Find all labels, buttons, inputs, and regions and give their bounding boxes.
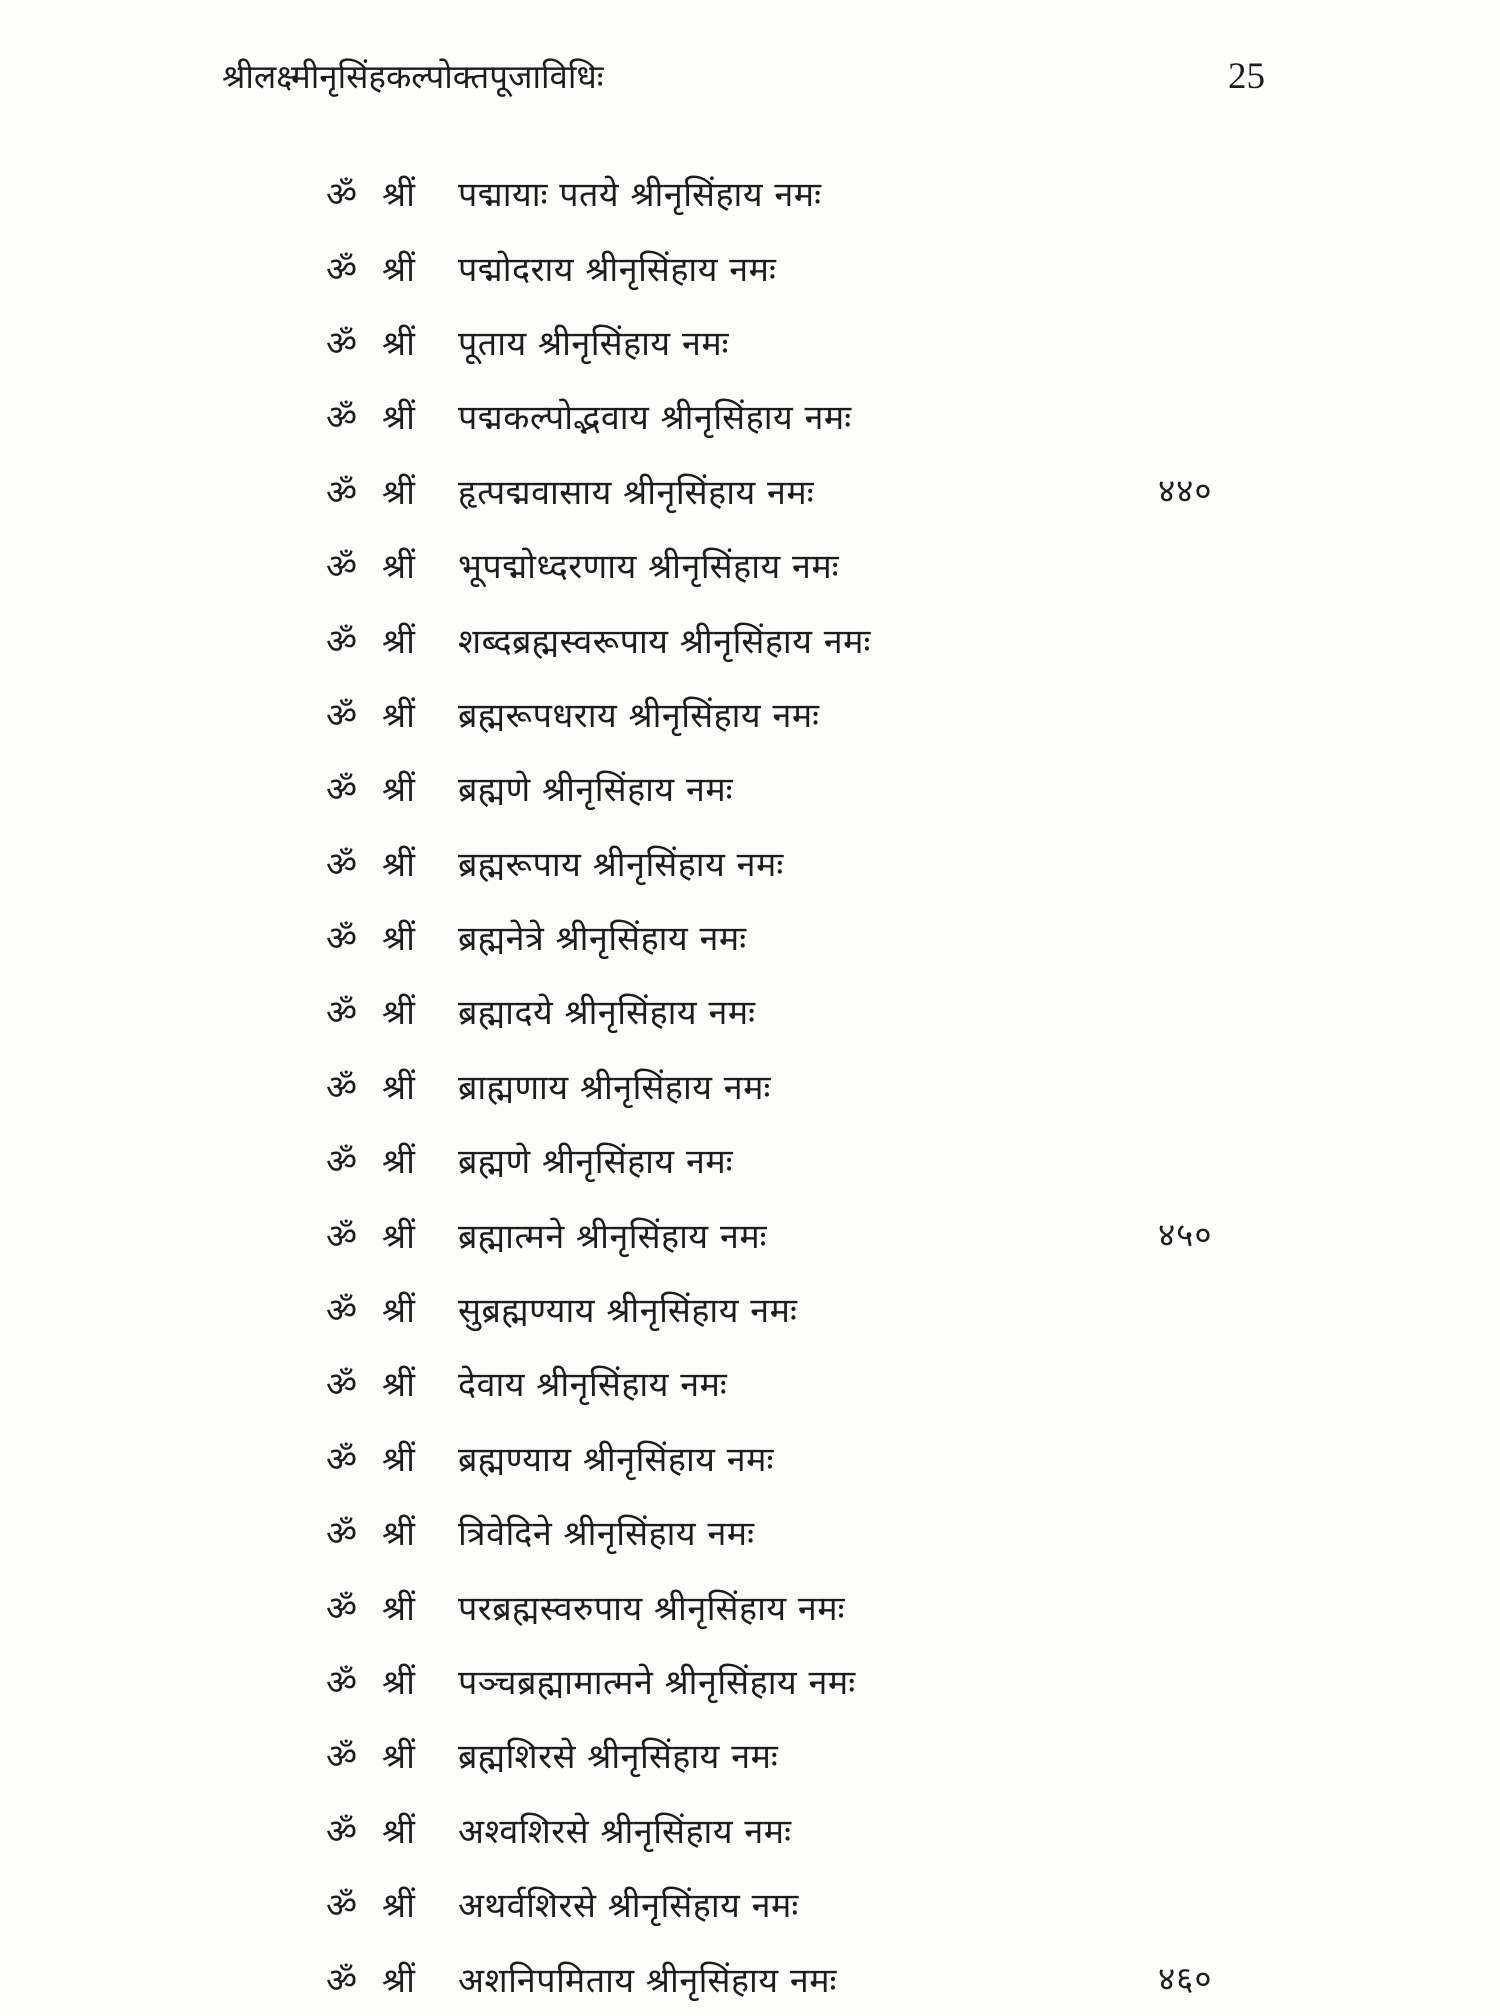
mantra-text: अश्वशिरसे श्रीनृसिंहाय नमः (458, 1811, 792, 1852)
shrim-syllable: श्रीं (382, 695, 416, 736)
mantra-line (326, 602, 871, 676)
shrim-syllable: श्रीं (382, 398, 416, 439)
mantra-text: पञ्चब्रह्मामात्मने श्रीनृसिंहाय नमः (458, 1663, 856, 1703)
om-symbol: ॐ (326, 1811, 358, 1852)
mantra-line (326, 826, 871, 900)
mantra-line (326, 230, 871, 304)
mantra-line (326, 900, 871, 974)
shrim-syllable: श्रीं (382, 472, 416, 513)
mantra-text: ब्रह्मात्मने श्रीनृसिंहाय नमः (458, 1216, 768, 1257)
shrim-syllable: श्रीं (382, 1216, 416, 1257)
mantra-line (326, 1793, 871, 1867)
mantra-line (326, 1867, 871, 1941)
om-symbol: ॐ (326, 770, 358, 811)
mantra-line (326, 751, 871, 825)
shrim-syllable: श्रीं (382, 770, 416, 811)
mantra-text: ब्रह्मणे श्रीनृसिंहाय नमः (458, 1142, 734, 1183)
shrim-syllable: श्रीं (382, 1514, 416, 1555)
shrim-syllable: श्रीं (382, 1960, 416, 2001)
om-symbol: ॐ (326, 472, 358, 513)
mantra-line (326, 1495, 871, 1569)
mantra-line (326, 379, 871, 453)
om-symbol: ॐ (326, 1291, 358, 1332)
om-symbol: ॐ (326, 1439, 358, 1480)
mantra-text: ब्रह्मरूपधराय श्रीनृसिंहाय नमः (458, 695, 820, 736)
mantra-line (326, 1123, 871, 1197)
mantra-text: पद्मोदराय श्रीनृसिंहाय नमः (458, 249, 777, 290)
mantra-line (326, 1272, 871, 1346)
om-symbol: ॐ (326, 919, 358, 960)
om-symbol: ॐ (326, 1142, 358, 1183)
shrim-syllable: श्रीं (382, 1886, 416, 1927)
mantra-text: अथर्वशिरसे श्रीनृसिंहाय नमः (458, 1886, 799, 1927)
om-symbol: ॐ (326, 621, 358, 662)
mantra-line (326, 528, 871, 602)
om-symbol: ॐ (326, 1663, 358, 1703)
om-symbol: ॐ (326, 1067, 358, 1108)
mantra-line (326, 1346, 871, 1420)
shrim-syllable: श्रीं (382, 323, 416, 364)
mantra-text: ब्रह्मनेत्रे श्रीनृसिंहाय नमः (458, 919, 747, 960)
om-symbol: ॐ (326, 1365, 358, 1406)
shrim-syllable: श्रीं (382, 175, 416, 216)
om-symbol: ॐ (326, 1960, 358, 2001)
mantra-line (326, 1197, 871, 1271)
mantra-text: ब्रह्मरूपाय श्रीनृसिंहाय नमः (458, 844, 784, 885)
shrim-syllable: श्रीं (382, 844, 416, 885)
mantra-line (326, 1049, 871, 1123)
verse-count-460: ४६० (1158, 1959, 1213, 1998)
shrim-syllable: श्रीं (382, 993, 416, 1034)
mantra-text: ब्रह्मण्याय श्रीनृसिंहाय नमः (458, 1439, 774, 1480)
verse-count-440: ४४० (1158, 471, 1213, 510)
mantra-text: अशनिपमिताय श्रीनृसिंहाय नमः (458, 1960, 837, 2001)
mantra-text: पूताय श्रीनृसिंहाय नमः (458, 323, 730, 364)
mantra-text: शब्दब्रह्मस्वरूपाय श्रीनृसिंहाय नमः (458, 621, 871, 662)
om-symbol: ॐ (326, 1216, 358, 1257)
om-symbol: ॐ (326, 993, 358, 1034)
mantra-line (326, 677, 871, 751)
mantra-text: भूपद्मोध्दरणाय श्रीनृसिंहाय नमः (458, 547, 840, 588)
om-symbol: ॐ (326, 844, 358, 885)
shrim-syllable: श्रीं (382, 1588, 416, 1629)
mantra-line (326, 1718, 871, 1792)
om-symbol: ॐ (326, 1886, 358, 1927)
shrim-syllable: श्रीं (382, 1811, 416, 1852)
mantra-text: सुब्रह्मण्याय श्रीनृसिंहाय नमः (458, 1291, 798, 1332)
shrim-syllable: श्रीं (382, 547, 416, 588)
om-symbol: ॐ (326, 398, 358, 439)
mantra-text: पद्मकल्पोद्भवाय श्रीनृसिंहाय नमः (458, 398, 852, 439)
mantra-line (326, 1941, 871, 2015)
mantra-text: हृत्पद्मवासाय श्रीनृसिंहाय नमः (458, 472, 815, 513)
shrim-syllable: श्रीं (382, 1067, 416, 1108)
mantra-text: त्रिवेदिने श्रीनृसिंहाय नमः (458, 1514, 755, 1555)
mantra-text: ब्रह्मणे श्रीनृसिंहाय नमः (458, 770, 734, 811)
mantra-line (326, 156, 871, 230)
om-symbol: ॐ (326, 175, 358, 216)
mantra-text: ब्राह्मणाय श्रीनृसिंहाय नमः (458, 1067, 771, 1108)
om-symbol: ॐ (326, 1588, 358, 1629)
mantra-line (326, 1421, 871, 1495)
om-symbol: ॐ (326, 1737, 358, 1778)
shrim-syllable: श्रीं (382, 919, 416, 960)
mantra-text: ब्रह्मशिरसे श्रीनृसिंहाय नमः (458, 1737, 779, 1778)
om-symbol: ॐ (326, 323, 358, 364)
om-symbol: ॐ (326, 547, 358, 588)
mantra-text: परब्रह्मस्वरुपाय श्रीनृसिंहाय नमः (458, 1588, 845, 1629)
mantra-line (326, 305, 871, 379)
mantra-list (326, 156, 871, 2016)
mantra-text: देवाय श्रीनृसिंहाय नमः (458, 1365, 728, 1406)
mantra-text: पद्मायाः पतये श्रीनृसिंहाय नमः (458, 175, 822, 216)
om-symbol: ॐ (326, 1514, 358, 1555)
om-symbol: ॐ (326, 695, 358, 736)
running-header-title: श्रीलक्ष्मीनृसिंहकल्पोक्तपूजाविधिः (222, 57, 604, 96)
mantra-line (326, 454, 871, 528)
om-symbol: ॐ (326, 249, 358, 290)
mantra-line (326, 1569, 871, 1643)
mantra-text: ब्रह्मादये श्रीनृसिंहाय नमः (458, 993, 756, 1034)
shrim-syllable: श्रीं (382, 1142, 416, 1183)
page-number: 25 (1228, 56, 1265, 97)
shrim-syllable: श्रीं (382, 621, 416, 662)
shrim-syllable: श्रीं (382, 1663, 416, 1703)
mantra-line (326, 1644, 871, 1718)
shrim-syllable: श्रीं (382, 249, 416, 290)
shrim-syllable: श्रीं (382, 1439, 416, 1480)
shrim-syllable: श्रीं (382, 1737, 416, 1778)
mantra-line (326, 974, 871, 1048)
shrim-syllable: श्रीं (382, 1291, 416, 1332)
shrim-syllable: श्रीं (382, 1365, 416, 1406)
verse-count-450: ४५० (1158, 1215, 1213, 1254)
